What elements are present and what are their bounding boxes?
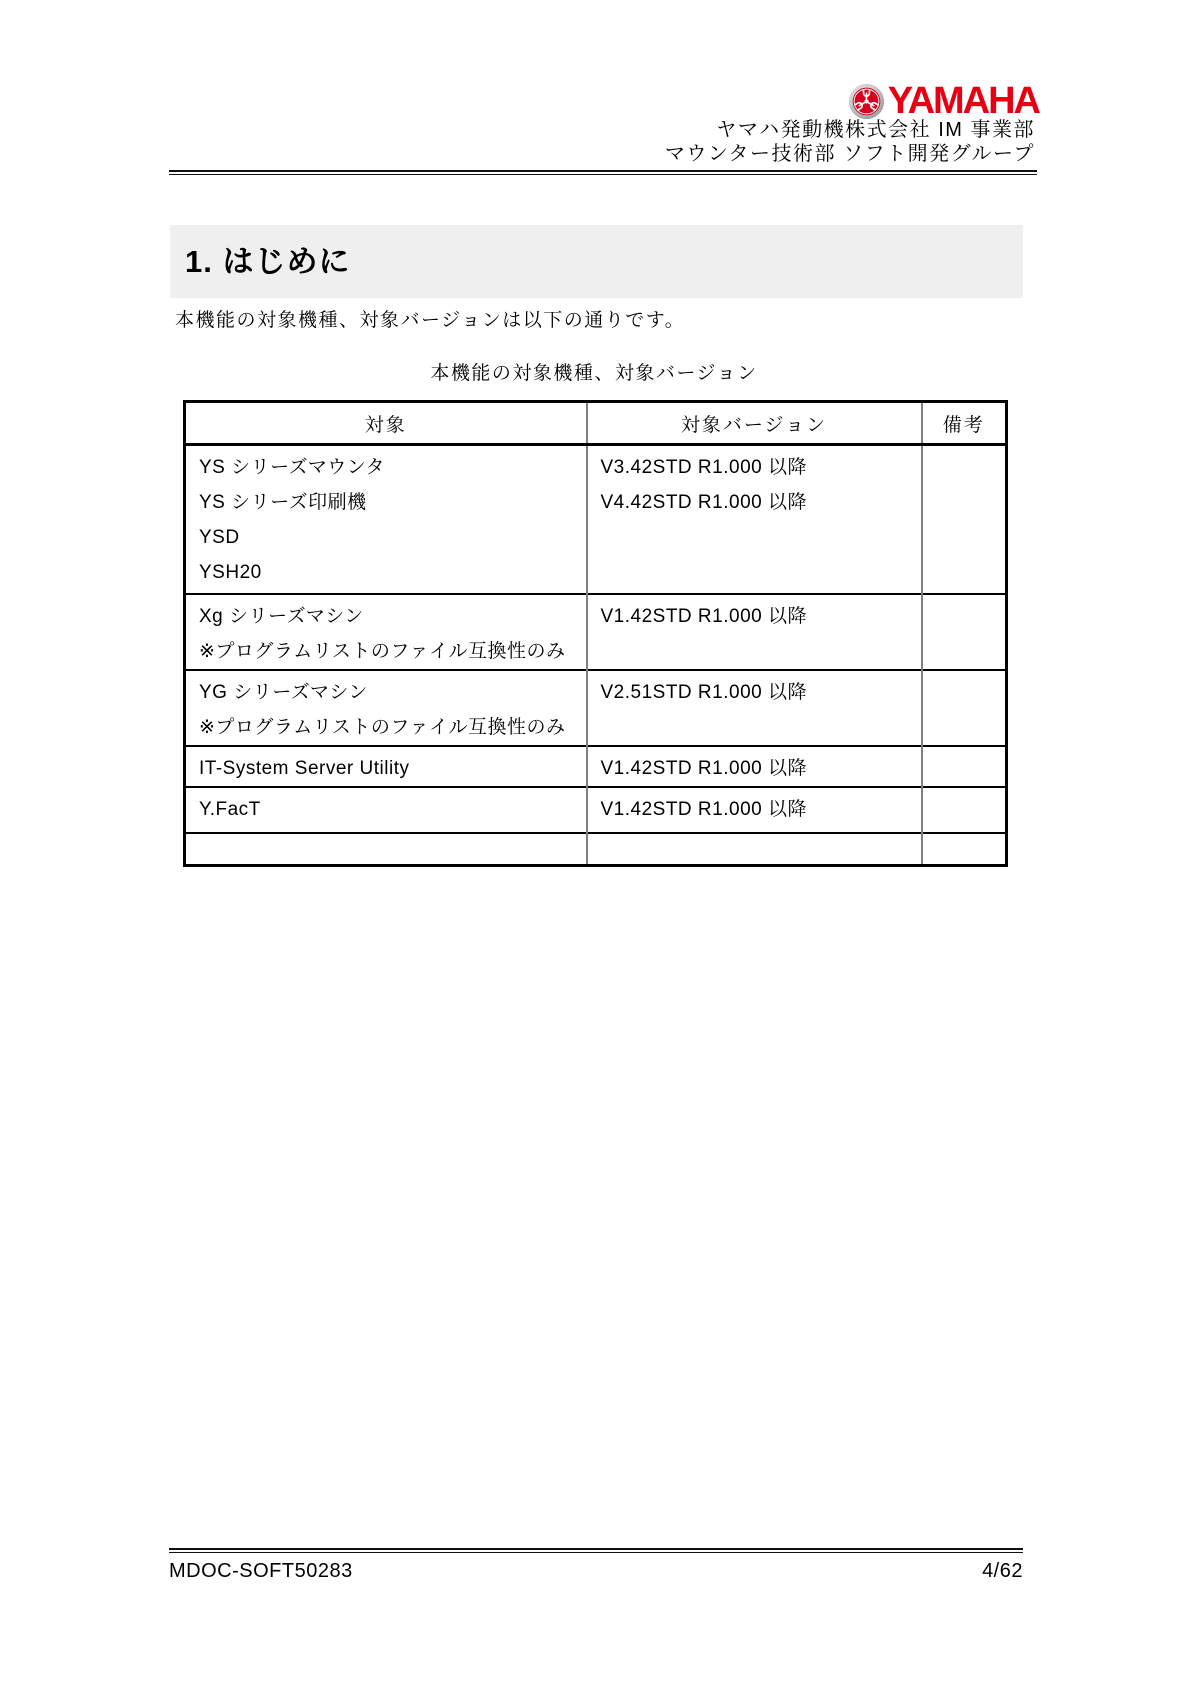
- version-cell: [587, 746, 922, 787]
- table-header-row: [185, 402, 1007, 445]
- version-line: V3.42STD R1.000 以降: [600, 457, 807, 478]
- target-line: YG シリーズマシン: [199, 681, 368, 703]
- footer-doc-number: MDOC-SOFT50283: [169, 1560, 353, 1582]
- remarks-cell: [922, 445, 1007, 594]
- target-cell: [185, 445, 587, 594]
- target-line: Xg シリーズマシン: [199, 605, 364, 627]
- target-cell: [185, 746, 587, 787]
- remarks-cell: [922, 787, 1007, 833]
- target-line: Y.FacT: [199, 798, 261, 820]
- target-cell: [185, 594, 587, 670]
- footer-divider: [169, 1548, 1023, 1553]
- target-line: YS シリーズマウンタ: [199, 457, 386, 478]
- target-line: ※プログラムリストのファイル互換性のみ: [199, 640, 566, 662]
- table-row-empty: [185, 833, 1007, 866]
- version-cell: [587, 594, 922, 670]
- section-heading-bar: [170, 225, 1023, 298]
- target-line: YS シリーズ印刷機: [199, 492, 367, 513]
- version-line: V2.51STD R1.000 以降: [600, 681, 807, 703]
- target-cell: [185, 670, 587, 746]
- version-cell: [587, 670, 922, 746]
- section-heading: 1. はじめに: [185, 244, 351, 279]
- remarks-cell: [922, 746, 1007, 787]
- target-cell: [185, 833, 587, 866]
- header-company-block: [665, 118, 1035, 166]
- version-cell: [587, 787, 922, 833]
- table-row: [185, 670, 1007, 746]
- target-line: IT-System Server Utility: [199, 757, 410, 779]
- remarks-cell: [922, 833, 1007, 866]
- target-line: YSD: [199, 527, 240, 548]
- version-cell: [587, 833, 922, 866]
- company-line-1: ヤマハ発動機株式会社 IM 事業部: [716, 119, 1035, 141]
- header-divider: [169, 170, 1037, 175]
- table-row: [185, 746, 1007, 787]
- table-row: [185, 787, 1007, 833]
- yamaha-logo: [848, 80, 1039, 122]
- version-line: V4.42STD R1.000 以降: [600, 492, 807, 513]
- yamaha-tuning-fork-icon: [848, 83, 885, 120]
- footer-page-number: 4/62: [982, 1560, 1023, 1582]
- table-row: [185, 445, 1007, 594]
- version-line: V1.42STD R1.000 以降: [600, 757, 807, 779]
- table-caption: 本機能の対象機種、対象バージョン: [430, 363, 758, 384]
- remarks-cell: [922, 670, 1007, 746]
- version-line: V1.42STD R1.000 以降: [600, 605, 807, 627]
- column-header-target: 対象: [364, 414, 407, 436]
- remarks-cell: [922, 594, 1007, 670]
- target-line: ※プログラムリストのファイル互換性のみ: [199, 716, 566, 738]
- yamaha-wordmark: YAMAHA: [887, 80, 1039, 122]
- version-line: V1.42STD R1.000 以降: [600, 798, 807, 820]
- column-header-version: 対象バージョン: [587, 402, 922, 445]
- target-cell: [185, 787, 587, 833]
- company-line-2: マウンター技術部 ソフト開発グループ: [664, 143, 1035, 165]
- target-version-table: [183, 400, 1008, 867]
- table-row: [185, 594, 1007, 670]
- intro-paragraph: 本機能の対象機種、対象バージョンは以下の通りです。: [175, 310, 686, 331]
- target-line: YSH20: [199, 562, 262, 583]
- column-header-remarks: 備考: [922, 402, 1007, 445]
- version-cell: [587, 445, 922, 594]
- footer: [169, 1558, 1023, 1583]
